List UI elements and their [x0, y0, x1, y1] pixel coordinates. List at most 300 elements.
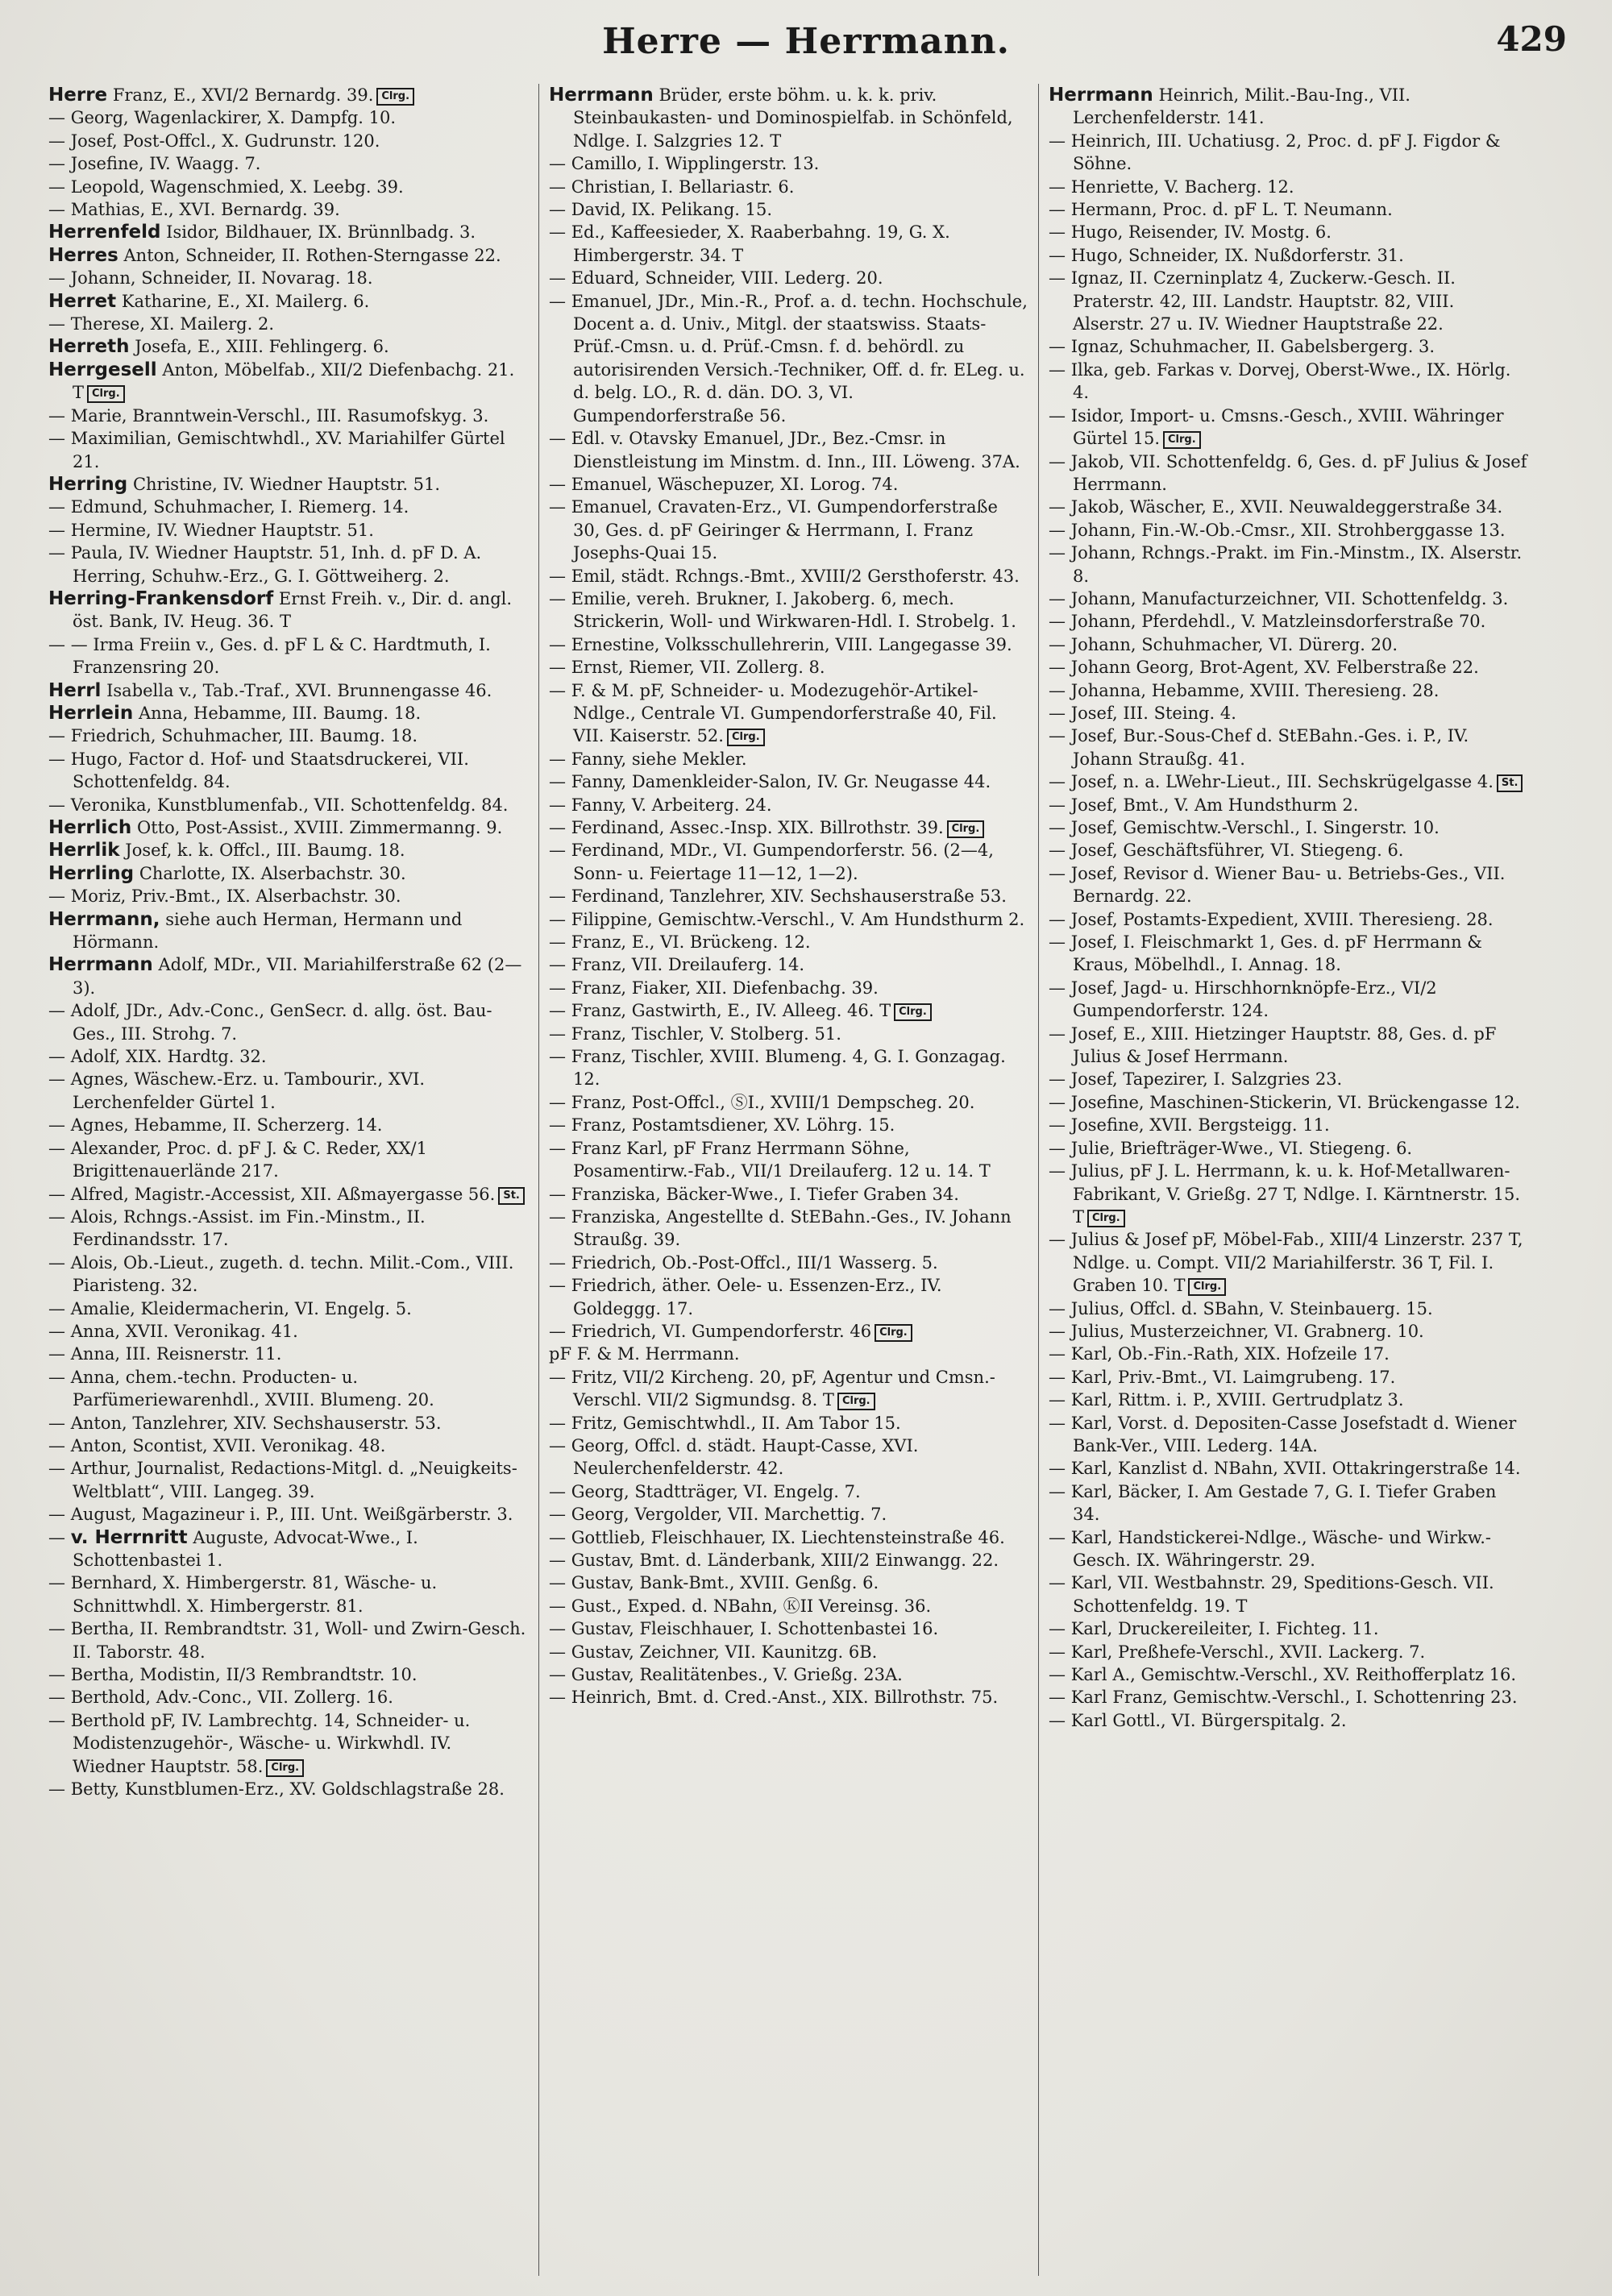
directory-entry: [549, 427, 1028, 473]
entry-badge: Clrg.: [266, 1759, 304, 1777]
directory-entry: [1049, 725, 1528, 770]
entry-dash: —: [549, 268, 571, 289]
entry-dash: —: [549, 474, 571, 494]
entry-dash: —: [1049, 1527, 1071, 1547]
directory-entry: [549, 977, 1028, 999]
directory-entry: [48, 862, 529, 885]
entry-text: Karl, Ob.-Fin.-Rath, XIX. Hofzeile 17.: [1070, 1344, 1390, 1364]
entry-dash: —: [549, 1321, 571, 1341]
directory-entry: [1049, 702, 1528, 725]
entry-surname: Herrl: [48, 679, 102, 701]
entry-text: Ignaz, Schuhmacher, II. Gabelsbergerg. 3.: [1070, 337, 1435, 357]
directory-entry: [1049, 1686, 1528, 1709]
entry-dash: —: [549, 1596, 571, 1616]
entry-text: Heinrich, Milit.-Bau-Ing., VII. Lerchenfelderstr. 141.: [1073, 85, 1410, 128]
column-right: [1038, 84, 1538, 2276]
entry-text: Bernhard, X. Himbergerstr. 81, Wäsche- u. Schnittwhdl. X. Himbergerstr. 81.: [70, 1573, 438, 1616]
entry-surname: Herreth: [48, 336, 130, 358]
entry-dash: —: [1049, 1390, 1071, 1410]
entry-text: Karl, Handstickerei-Ndlge., Wäsche- und Wirkw.-Gesch. IX. Währingerstr. 29.: [1070, 1527, 1492, 1570]
directory-entry: [1049, 1617, 1528, 1640]
entry-dash: —: [549, 1023, 571, 1044]
directory-entry: [1049, 794, 1528, 816]
columns: [39, 84, 1538, 2276]
entry-text: Ferdinand, Assec.-Insp. XIX. Billrothstr. 39.: [571, 818, 944, 837]
entry-dash: —: [1049, 1115, 1071, 1136]
entry-text: Betty, Kunstblumen-Erz., XV. Goldschlagstraße 28.: [70, 1779, 505, 1800]
directory-entry: [549, 633, 1028, 656]
entry-surname: Herres: [48, 244, 118, 266]
entry-dash: —: [549, 1184, 571, 1204]
directory-entry: [48, 587, 529, 633]
entry-text: Anton, Möbelfab., XII/2 Diefenbachg. 21. T: [73, 359, 515, 403]
entry-dash: —: [1049, 1642, 1071, 1662]
entry-text: Bertha, II. Rembrandtstr. 31, Woll- und Zwirn-Gesch. II. Taborstr. 48.: [70, 1619, 526, 1662]
directory-entry: [48, 1709, 529, 1778]
entry-dash: —: [1049, 337, 1071, 357]
entry-dash: —: [549, 222, 571, 243]
entry-text: Franz, E., XVI/2 Bernardg. 39.: [107, 85, 374, 105]
directory-entry: [48, 885, 529, 907]
entry-dash: —: [1049, 612, 1071, 632]
entry-dash: —: [48, 131, 71, 151]
entry-text: Julie, Briefträger-Wwe., VI. Stiegeng. 6.: [1070, 1138, 1413, 1158]
directory-entry: [48, 1366, 529, 1412]
entry-dash: —: [48, 1435, 71, 1455]
directory-entry: [48, 290, 529, 313]
entry-dash: —: [48, 1047, 71, 1067]
directory-entry: [549, 1434, 1028, 1480]
entry-text: Josef, Geschäftsführer, VI. Stiegeng. 6.: [1070, 841, 1404, 861]
entry-text: Josef, n. a. LWehr-Lieut., III. Sechskrügelgasse 4.: [1070, 772, 1494, 792]
directory-entry: [549, 656, 1028, 679]
entry-text: Fanny, siehe Mekler.: [571, 749, 747, 769]
entry-text: Friedrich, Ob.-Post-Offcl., III/1 Wasserg. 5.: [571, 1252, 938, 1273]
entry-text: Anna, XVII. Veronikag. 41.: [70, 1321, 298, 1341]
entry-text: Georg, Vergolder, VII. Marchettig. 7.: [571, 1505, 887, 1525]
entry-text: Emanuel, JDr., Min.-R., Prof. a. d. techn. Hochschule, Docent a. d. Univ., Mitgl. der staatswiss. Staats-Prüf.-Cmsn. u. d. Prüf.-Cmsn. f. d. behördl. zu autorisirenden Versich.-Techniker, Off. d. fr. ELeg. u. d. belg. LO., R. d. dän. DO. 3, VI. Gumpendorferstraße 56.: [571, 291, 1028, 426]
directory-entry: [549, 1045, 1028, 1091]
directory-entry: [1049, 1412, 1528, 1458]
directory-entry: [1049, 633, 1528, 656]
directory-entry: [48, 496, 529, 518]
entry-text: Friedrich, äther. Oele- u. Essenzen-Erz., IV. Goldeggg. 17.: [571, 1276, 942, 1318]
entry-dash: —: [1049, 772, 1071, 792]
entry-text: Anna, chem.-techn. Producten- u. Parfümeriewarenhdl., XVIII. Blumeng. 20.: [70, 1367, 434, 1410]
entry-text: Johann, Manufacturzeichner, VII. Schottenfeldg. 3.: [1070, 588, 1509, 608]
entry-dash: —: [1049, 497, 1071, 517]
entry-surname: v. Herrnritt: [70, 1526, 188, 1548]
entry-text: Johann, Schuhmacher, VI. Dürerg. 20.: [1070, 634, 1398, 654]
entry-text: siehe auch Herman, Hermann und Hörmann.: [73, 909, 463, 953]
entry-text: Anton, Scontist, XVII. Veronikag. 48.: [70, 1435, 386, 1455]
directory-entry: [549, 1686, 1028, 1709]
entry-dash: —: [1049, 1619, 1071, 1639]
entry-text: Ilka, geb. Farkas v. Dorvej, Oberst-Wwe., IX. Hörlg. 4.: [1070, 359, 1511, 403]
directory-entry: [48, 473, 529, 496]
directory-entry: [1049, 1114, 1528, 1136]
entry-dash: —: [549, 658, 571, 678]
entry-dash: —: [1049, 680, 1071, 700]
entry-text: Adolf, XIX. Hardtg. 32.: [70, 1047, 267, 1067]
entry-dash: —: [1049, 795, 1071, 815]
entry-dash: —: [1049, 841, 1071, 861]
entry-dash: —: [48, 726, 71, 746]
entry-dash: —: [549, 566, 571, 586]
entry-text: Isidor, Import- u. Cmsns.-Gesch., XVIII. Währinger Gürtel 15.: [1070, 405, 1504, 449]
directory-entry: [48, 1571, 529, 1617]
entry-text: Eduard, Schneider, VIII. Lederg. 20.: [571, 268, 883, 289]
entry-text: Charlotte, IX. Alserbachstr. 30.: [134, 863, 406, 883]
directory-entry: [48, 267, 529, 289]
entry-dash: —: [1049, 359, 1071, 380]
directory-entry: [1049, 335, 1528, 358]
entry-dash: —: [549, 291, 571, 311]
entry-text: Georg, Stadtträger, VI. Engelg. 7.: [571, 1481, 861, 1501]
directory-entry: [1049, 931, 1528, 977]
entry-dash: —: [1049, 1161, 1071, 1181]
directory-entry: [1049, 816, 1528, 839]
directory-entry: [48, 1045, 529, 1068]
entry-text: Anna, Hebamme, III. Baumg. 18.: [133, 703, 422, 723]
directory-entry: [549, 198, 1028, 221]
entry-text: Henriette, V. Bacherg. 12.: [1070, 176, 1294, 197]
entry-text: Josef, Bmt., V. Am Hundsthurm 2.: [1070, 795, 1359, 815]
entry-text: Berthold, Adv.-Conc., VII. Zollerg. 16.: [70, 1688, 393, 1708]
entry-dash: —: [1049, 1367, 1071, 1387]
directory-entry: [48, 1343, 529, 1365]
entry-text: F. & M. pF, Schneider- u. Modezugehör-Artikel-Ndlge., Centrale VI. Gumpendorferstraße 40, Fil. VII. Kaiserstr. 52.: [571, 680, 997, 746]
entry-text: Emil, städt. Rchngs.-Bmt., XVIII/2 Gersthoferstr. 43.: [571, 566, 1020, 586]
entry-badge: Clrg.: [376, 88, 414, 106]
entry-text: Hugo, Schneider, IX. Nußdorferstr. 31.: [1070, 245, 1404, 265]
entry-text: Josef, Jagd- u. Hirschhornknöpfe-Erz., VI/2 Gumpendorferstr. 124.: [1070, 978, 1437, 1021]
entry-dash: —: [48, 1138, 71, 1158]
entry-text: Georg, Offcl. d. städt. Haupt-Casse, XVI. Neulerchenfelderstr. 42.: [571, 1435, 919, 1479]
entry-dash: —: [48, 1710, 71, 1730]
entry-dash: —: [1049, 658, 1071, 678]
directory-entry: [48, 794, 529, 816]
directory-entry: [549, 587, 1028, 633]
entry-dash: —: [48, 154, 71, 174]
entry-dash: —: [48, 1459, 71, 1479]
entry-text: Hugo, Reisender, IV. Mostg. 6.: [1070, 222, 1332, 243]
directory-entry: [549, 221, 1028, 267]
directory-entry: [1049, 977, 1528, 1023]
entry-dash: —: [48, 1619, 71, 1639]
directory-entry: [1049, 84, 1528, 130]
entry-dash: —: [1049, 1459, 1071, 1479]
entry-text: Johann, Pferdehdl., V. Matzleinsdorferstraße 70.: [1070, 612, 1486, 632]
entry-dash: —: [549, 1505, 571, 1525]
directory-entry: [549, 839, 1028, 885]
directory-entry: [549, 1366, 1028, 1412]
directory-entry: [549, 816, 1028, 839]
directory-entry: [1049, 770, 1528, 793]
directory-entry: [1049, 1320, 1528, 1343]
entry-dash: —: [549, 1642, 571, 1662]
entry-text: Gustav, Realitätenbes., V. Grießg. 23A.: [571, 1665, 903, 1685]
directory-entry: [549, 794, 1028, 816]
entry-text: Josefine, IV. Waagg. 7.: [70, 154, 261, 174]
entry-text: Ferdinand, MDr., VI. Gumpendorferstr. 56. (2—4, Sonn- u. Feiertage 11—12, 1—2).: [571, 841, 994, 883]
entry-text: Emanuel, Cravaten-Erz., VI. Gumpendorferstraße 30, Ges. d. pF Geiringer & Herrmann, I. Franz Josephs-Quai 15.: [571, 497, 998, 563]
entry-text: Anna, III. Reisnerstr. 11.: [70, 1344, 282, 1364]
directory-entry: [549, 1137, 1028, 1183]
entry-surname: Herrlich: [48, 817, 132, 838]
entry-dash: —: [549, 1367, 571, 1387]
entry-dash: —: [1049, 451, 1071, 471]
entry-text: Franz, Fiaker, XII. Diefenbachg. 39.: [571, 978, 879, 998]
entry-badge: Clrg.: [1188, 1278, 1226, 1296]
directory-entry: [48, 725, 529, 747]
entry-text: Katharine, E., XI. Mailerg. 6.: [116, 291, 370, 311]
entry-text: Josefine, Maschinen-Stickerin, VI. Brückengasse 12.: [1070, 1092, 1520, 1112]
entry-text: Edmund, Schuhmacher, I. Riemerg. 14.: [70, 497, 409, 517]
directory-entry: [48, 1434, 529, 1457]
entry-text: Edl. v. Otavsky Emanuel, JDr., Bez.-Cmsr. in Dienstleistung im Minstm. d. Inn., III. Löweng. 37A.: [571, 429, 1020, 471]
entry-text: Gustav, Bank-Bmt., XVIII. Genßg. 6.: [571, 1573, 879, 1593]
entry-text: Veronika, Kunstblumenfab., VII. Schottenfeldg. 84.: [70, 795, 509, 815]
entry-text: Karl, VII. Westbahnstr. 29, Speditions-Gesch. VII. Schottenfeldg. 19. T: [1070, 1573, 1494, 1616]
entry-dash: —: [1049, 1321, 1071, 1341]
entry-dash: —: [549, 497, 571, 517]
entry-dash: —: [549, 909, 571, 929]
entry-dash: —: [549, 429, 571, 449]
directory-entry: [1049, 1343, 1528, 1365]
directory-entry: [48, 1297, 529, 1320]
entry-dash: —: [549, 154, 571, 174]
directory-entry: [1049, 176, 1528, 198]
entry-dash: —: [549, 749, 571, 769]
entry-dash: —: [48, 1367, 71, 1387]
entry-dash: —: [1049, 1023, 1071, 1044]
entry-text: Heinrich, Bmt. d. Cred.-Anst., XIX. Billrothstr. 75.: [571, 1688, 999, 1708]
directory-entry: [1049, 244, 1528, 267]
entry-text: Johann, Schneider, II. Novarag. 18.: [70, 268, 373, 289]
entry-badge: Clrg.: [87, 385, 125, 403]
entry-dash: —: [48, 634, 71, 654]
directory-entry: [48, 1320, 529, 1343]
directory-entry: [1049, 267, 1528, 335]
entry-text: Ernestine, Volksschullehrerin, VIII. Langegasse 39.: [571, 634, 1012, 654]
entry-surname: Herrgesell: [48, 359, 157, 380]
entry-dash: —: [48, 1505, 71, 1525]
directory-entry: [549, 1320, 1028, 1343]
directory-entry: [1049, 405, 1528, 450]
entry-dash: —: [48, 1115, 71, 1136]
directory-entry: [1049, 908, 1528, 931]
directory-entry: [48, 519, 529, 542]
directory-entry: [1049, 656, 1528, 679]
entry-dash: —: [48, 429, 71, 449]
directory-entry: [549, 770, 1028, 793]
entry-text: Georg, Wagenlackirer, X. Dampfg. 10.: [70, 108, 397, 128]
directory-entry: [48, 198, 529, 221]
entry-dash: —: [1049, 726, 1071, 746]
entry-text: Josefine, XVII. Bergsteigg. 11.: [1070, 1115, 1330, 1136]
entry-text: Josef, E., XIII. Hietzinger Hauptstr. 88, Ges. d. pF Julius & Josef Herrmann.: [1070, 1023, 1497, 1067]
directory-entry: [48, 1252, 529, 1297]
entry-dash: —: [48, 108, 71, 128]
directory-entry: [48, 1778, 529, 1800]
entry-dash: —: [48, 314, 71, 334]
directory-entry: [1049, 542, 1528, 587]
entry-text: Leopold, Wagenschmied, X. Leebg. 39.: [70, 176, 404, 197]
entry-text: Josef, Gemischtw.-Verschl., I. Singerstr. 10.: [1070, 818, 1440, 837]
directory-entry: [549, 748, 1028, 770]
directory-entry: [549, 473, 1028, 496]
column-left: [39, 84, 538, 2276]
directory-entry: [48, 1457, 529, 1503]
directory-entry: [48, 748, 529, 794]
entry-surname: Herrlik: [48, 840, 120, 862]
entry-text: Josef, Tapezirer, I. Salzgries 23.: [1070, 1069, 1343, 1090]
entry-text: Karl, Bäcker, I. Am Gestade 7, G. I. Tiefer Graben 34.: [1070, 1481, 1497, 1525]
entry-text: Karl, Druckereileiter, I. Fichteg. 11.: [1070, 1619, 1379, 1639]
entry-text: Franziska, Angestellte d. StEBahn.-Ges., IV. Johann Straußg. 39.: [571, 1206, 1012, 1250]
directory-entry: [48, 679, 529, 702]
entry-text: Johann Georg, Brot-Agent, XV. Felberstraße 22.: [1070, 658, 1479, 678]
entry-dash: —: [549, 1573, 571, 1593]
entry-text: Arthur, Journalist, Redactions-Mitgl. d. „Neuigkeits-Weltblatt“, VIII. Langeg. 39.: [70, 1459, 517, 1501]
entry-badge: Clrg.: [1087, 1210, 1125, 1227]
entry-text: Alexander, Proc. d. pF J. & C. Reder, XX/1 Brigittenauerlände 217.: [70, 1138, 427, 1181]
entry-text: pF F. & M. Herrmann.: [549, 1344, 740, 1364]
entry-dash: —: [549, 176, 571, 197]
entry-text: Karl, Vorst. d. Depositen-Casse Josefstadt d. Wiener Bank-Ver., VIII. Lederg. 14A.: [1070, 1413, 1517, 1455]
entry-text: Hugo, Factor d. Hof- und Staatsdruckerei, VII. Schottenfeldg. 84.: [70, 749, 469, 792]
entry-text: Adolf, MDr., VII. Mariahilferstraße 62 (2—3).: [73, 955, 522, 998]
directory-entry: [549, 1023, 1028, 1045]
directory-entry: [1049, 1389, 1528, 1411]
directory-entry: [549, 496, 1028, 564]
entry-dash: —: [549, 818, 571, 837]
entry-surname: Herrmann: [549, 85, 654, 106]
directory-entry: [1049, 221, 1528, 243]
directory-entry: [1049, 1457, 1528, 1480]
entry-text: Therese, XI. Mailerg. 2.: [70, 314, 275, 334]
entry-text: Josef, III. Steing. 4.: [1070, 703, 1236, 723]
entry-dash: —: [1049, 1092, 1071, 1112]
entry-dash: —: [48, 886, 71, 907]
directory-entry: [549, 1663, 1028, 1686]
entry-text: Moriz, Priv.-Bmt., IX. Alserbachstr. 30.: [70, 886, 401, 907]
entry-text: Gustav, Bmt. d. Länderbank, XIII/2 Einwangg. 22.: [571, 1551, 999, 1570]
entry-dash: —: [48, 200, 71, 220]
entry-text: Auguste, Advocat-Wwe., I. Schottenbastei 1.: [73, 1527, 418, 1570]
entry-dash: —: [48, 543, 71, 563]
entry-text: Agnes, Hebamme, II. Scherzerg. 14.: [70, 1115, 383, 1136]
directory-entry: [549, 1595, 1028, 1617]
entry-text: Friedrich, VI. Gumpendorferstr. 46: [571, 1321, 872, 1341]
entry-text: Bertha, Modistin, II/3 Rembrandtstr. 10.: [70, 1665, 418, 1685]
entry-text: Mathias, E., XVI. Bernardg. 39.: [70, 200, 340, 220]
entry-dash: —: [1049, 1069, 1071, 1090]
directory-entry: [48, 130, 529, 152]
directory-entry: [1049, 130, 1528, 176]
entry-dash: —: [549, 680, 571, 700]
directory-entry: [549, 999, 1028, 1022]
entry-text: Alfred, Magistr.-Accessist, XII. Aßmayergasse 56.: [70, 1184, 496, 1204]
entry-text: Josefa, E., XIII. Fehlingerg. 6.: [129, 337, 389, 357]
entry-dash: —: [1049, 200, 1071, 220]
entry-dash: —: [549, 1001, 571, 1021]
entry-text: Josef, Post-Offcl., X. Gudrunstr. 120.: [70, 131, 380, 151]
entry-dash: —: [1049, 405, 1071, 426]
entry-text: Karl, Kanzlist d. NBahn, XVII. Ottakringerstraße 14.: [1070, 1459, 1521, 1479]
entry-text: Gustav, Zeichner, VII. Kaunitzg. 6B.: [571, 1642, 878, 1662]
directory-entry: [1049, 610, 1528, 633]
entry-text: Julius & Josef pF, Möbel-Fab., XIII/4 Linzerstr. 237 T, Ndlge. u. Compt. VII/2 Mariahilferstr. 36 T, Fil. I. Graben 10. T: [1070, 1230, 1523, 1296]
entry-text: Gust., Exped. d. NBahn, ⓀII Vereinsg. 36.: [571, 1596, 932, 1616]
directory-entry: [1049, 1709, 1528, 1732]
entry-dash: —: [549, 1527, 571, 1547]
directory-entry: [1049, 1571, 1528, 1617]
entry-text: Ernst Freih. v., Dir. d. angl. öst. Bank, IV. Heug. 36. T: [73, 588, 513, 632]
directory-entry: [1049, 839, 1528, 862]
entry-text: Alois, Ob.-Lieut., zugeth. d. techn. Milit.-Com., VIII. Piaristeng. 32.: [70, 1252, 514, 1296]
entry-text: Christine, IV. Wiedner Hauptstr. 51.: [127, 474, 441, 494]
entry-text: Franz Karl, pF Franz Herrmann Söhne, Posamentirw.-Fab., VII/1 Dreilauferg. 12 u. 14. T: [571, 1138, 991, 1181]
entry-text: Hermine, IV. Wiedner Hauptstr. 51.: [70, 520, 374, 540]
directory-entry: [1049, 1297, 1528, 1320]
entry-text: Gustav, Fleischhauer, I. Schottenbastei 16.: [571, 1619, 939, 1639]
entry-dash: —: [48, 1206, 71, 1227]
column-middle: [538, 84, 1038, 2276]
directory-entry: [48, 427, 529, 473]
entry-surname: Herrmann: [1049, 85, 1153, 106]
directory-entry: [549, 1617, 1028, 1640]
entry-text: Jakob, Wäscher, E., XVII. Neuwaldeggerstraße 34.: [1070, 497, 1503, 517]
directory-entry: [549, 1641, 1028, 1663]
entry-dash: —: [48, 749, 71, 769]
entry-dash: —: [1049, 703, 1071, 723]
entry-text: Christian, I. Bellariastr. 6.: [571, 176, 795, 197]
entry-dash: —: [1049, 520, 1071, 540]
entry-text: Karl A., Gemischtw.-Verschl., XV. Reithofferplatz 16.: [1070, 1665, 1517, 1685]
entry-text: Karl, Rittm. i. P., XVIII. Gertrudplatz 3.: [1070, 1390, 1404, 1410]
entry-text: August, Magazineur i. P., III. Unt. Weißgärberstr. 3.: [70, 1505, 513, 1525]
entry-dash: —: [549, 1435, 571, 1455]
directory-entry: [1049, 1023, 1528, 1069]
entry-text: Franz, Postamtsdiener, XV. Löhrg. 15.: [571, 1115, 895, 1136]
entry-dash: —: [1049, 1138, 1071, 1158]
directory-entry: [48, 1183, 529, 1206]
directory-entry: [1049, 496, 1528, 518]
entry-dash: —: [48, 1665, 71, 1685]
directory-entry: [48, 999, 529, 1045]
entry-dash: —: [1049, 1413, 1071, 1433]
entry-text: Ferdinand, Tanzlehrer, XIV. Sechshauserstraße 53.: [571, 886, 1007, 907]
entry-dash: —: [1049, 978, 1071, 998]
directory-entry: [48, 221, 529, 243]
directory-entry: [48, 542, 529, 587]
entry-text: Emanuel, Wäschepuzer, XI. Lorog. 74.: [571, 474, 899, 494]
entry-dash: —: [48, 1252, 71, 1273]
directory-entry: [48, 106, 529, 129]
directory-entry: [549, 290, 1028, 427]
directory-entry: [1049, 1160, 1528, 1228]
entry-surname: Herrmann,: [48, 908, 160, 930]
directory-entry: [48, 1206, 529, 1252]
entry-surname: Herrenfeld: [48, 222, 161, 243]
entry-dash: —: [1049, 245, 1071, 265]
entry-dash: —: [1049, 588, 1071, 608]
entry-dash: —: [549, 1276, 571, 1296]
directory-entry: [549, 1503, 1028, 1526]
entry-dash: —: [549, 588, 571, 608]
